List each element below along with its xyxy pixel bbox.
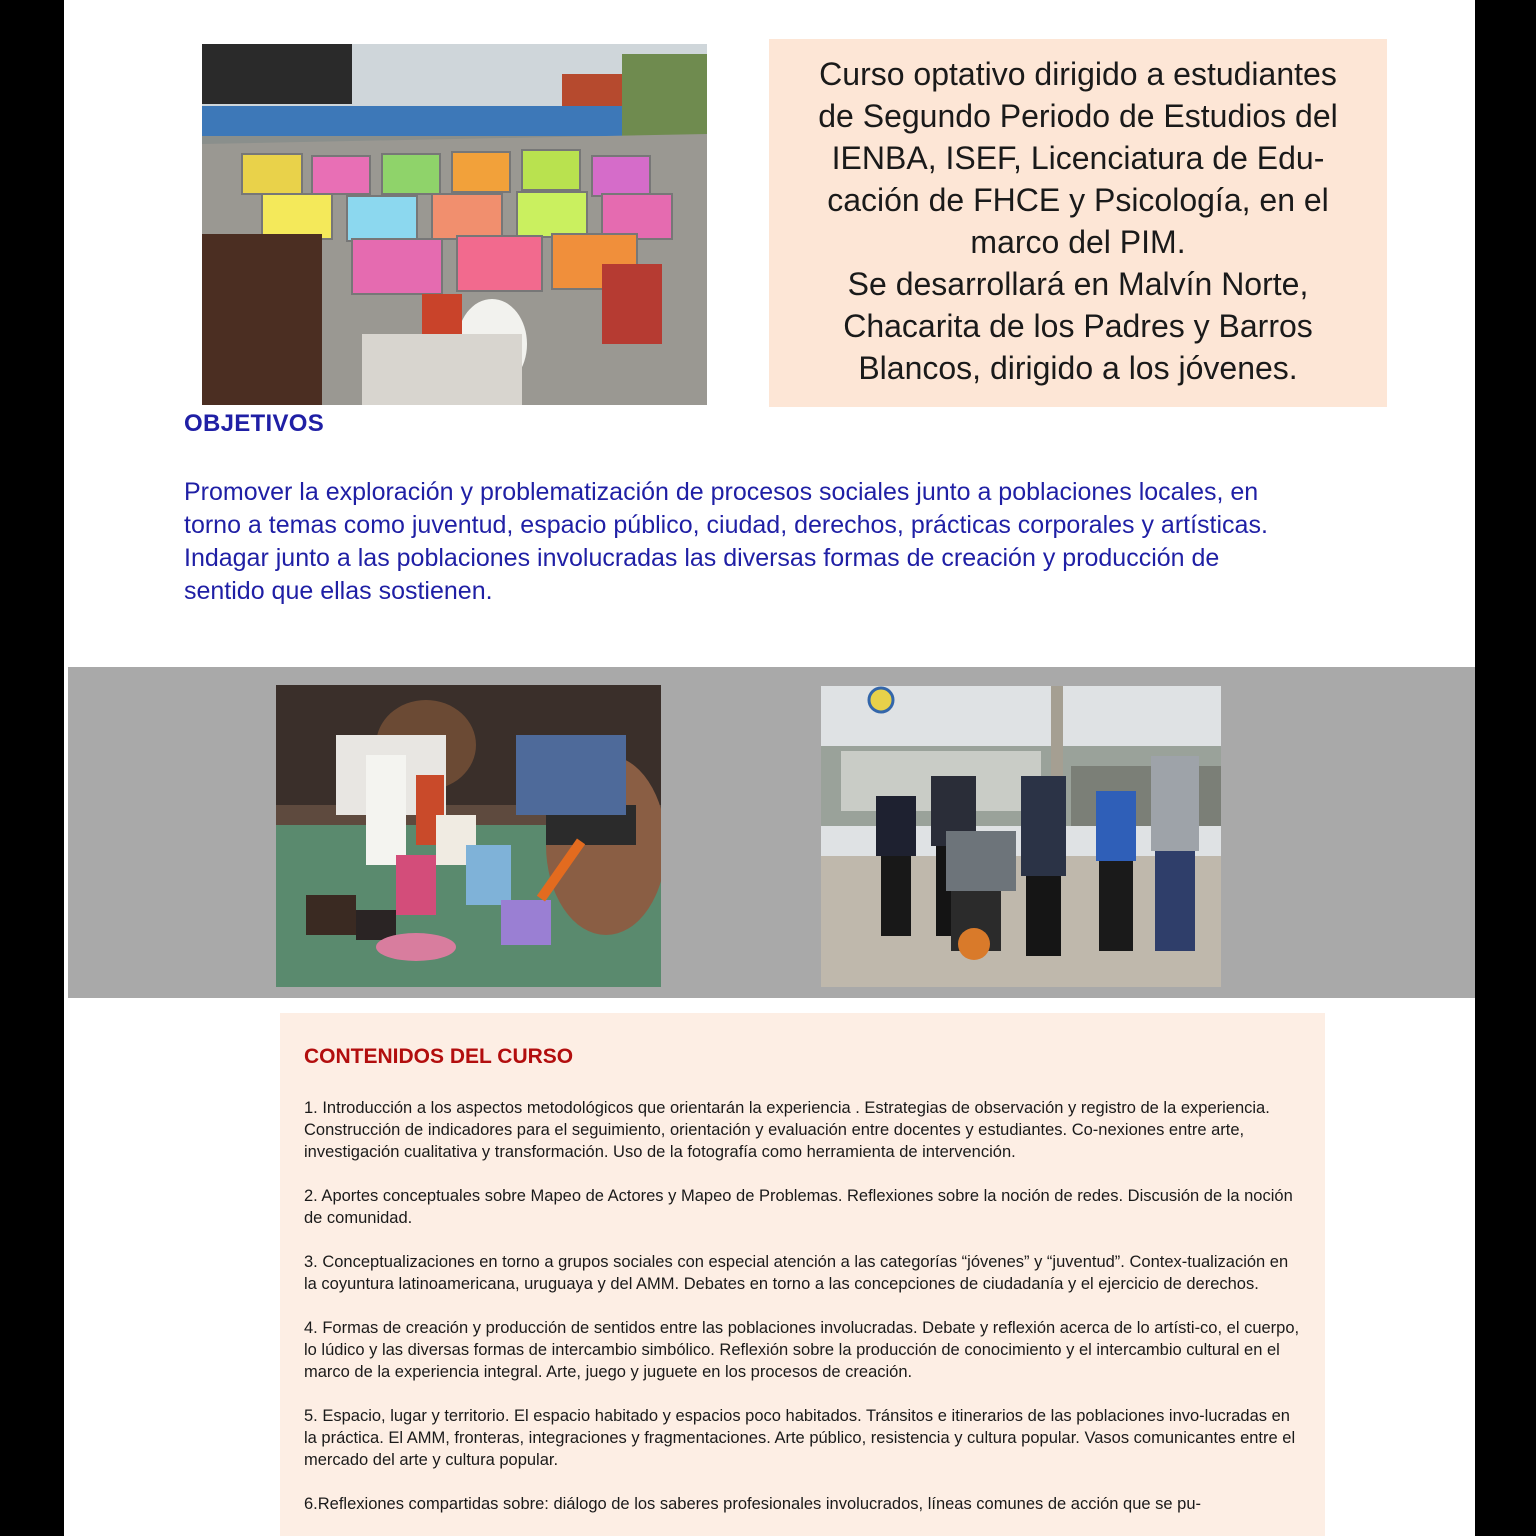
objectives-heading: OBJETIVOS	[184, 410, 325, 437]
contents-item: 4. Formas de creación y producción de sentidos entre las poblaciones involucradas. Debate y reflexión acerca de lo artísti-co, el cuerpo, lo lúdico y las diversas formas de intercambio simbólico. Reflexión sobre la producción de conocimiento y el intercambio cultural en el marco de la experiencia integral. Arte, juego y juguete en los procesos de creación.	[304, 1319, 1300, 1381]
contents-item: 1. Introducción a los aspectos metodológicos que orientarán la experiencia . Estrategias de observación y registro de la experiencia. Construcción de indicadores para el seguimiento, orientación y evaluación entre docentes y estudiantes. Co-nexiones entre arte, investigación cualitativa y transformación. Uso de la fotografía como herramienta de intervención.	[304, 1099, 1270, 1161]
left-border	[0, 0, 64, 1536]
contents-title: CONTENIDOS DEL CURSO	[304, 1045, 574, 1068]
objectives-text	[184, 476, 1414, 608]
objectives-line: sentido que ellas sostienen.	[184, 577, 493, 605]
contents-item: 3. Conceptualizaciones en torno a grupos sociales con especial atención a las categorías “jóvenes” y “juventud”. Contex-tualización en la coyuntura latinoamericana, uruguaya y del AMM. Debates en torno a las concepciones de ciudadanía y el ejercicio de derechos.	[304, 1253, 1289, 1293]
contents-item: 5. Espacio, lugar y territorio. El espacio habitado y espacios poco habitados. Tránsitos e itinerarios de las poblaciones invo-lucradas en la práctica. El AMM, fronteras, integraciones y fragmentaciones. Arte público, resistencia y cultura popular. Vasos comunicantes entre el mercado del arte y cultura popular.	[304, 1407, 1296, 1469]
intro-line: Curso optativo dirigido a estudiantes	[819, 56, 1337, 92]
intro-line: Chacarita de los Padres y Barros	[843, 308, 1313, 344]
intro-line: IENBA, ISEF, Licenciatura de Edu-	[831, 140, 1325, 176]
intro-line: Blancos, dirigido a los jóvenes.	[858, 350, 1298, 386]
intro-line: marco del PIM.	[970, 224, 1186, 260]
photo-crafts-table	[276, 685, 661, 987]
right-border	[1475, 0, 1536, 1536]
flyer-page	[64, 0, 1475, 1536]
intro-line: Se desarrollará en Malvín Norte,	[847, 266, 1309, 302]
contents-item: 2. Aportes conceptuales sobre Mapeo de Actores y Mapeo de Problemas. Reflexiones sobre la noción de redes. Discusión de la noción de comunidad.	[304, 1187, 1293, 1227]
course-contents-box	[280, 1013, 1325, 1536]
contents-item: 6.Reflexiones compartidas sobre: diálogo de los saberes profesionales involucrados, líneas comunes de acción que se pu-	[304, 1495, 1202, 1513]
intro-line: cación de FHCE y Psicología, en el	[827, 182, 1329, 218]
objectives-line: Promover la exploración y problematización de procesos sociales junto a poblaciones locales, en	[184, 478, 1259, 506]
intro-line: de Segundo Periodo de Estudios del	[818, 98, 1338, 134]
objectives-line: Indagar junto a las poblaciones involucradas las diversas formas de creación y producción de	[184, 544, 1220, 572]
photo-ball-game	[821, 686, 1221, 987]
intro-text-box	[769, 39, 1387, 407]
objectives-line: torno a temas como juventud, espacio público, ciudad, derechos, prácticas corporales y artísticas.	[184, 511, 1268, 539]
photo-painting-blocks	[202, 44, 707, 405]
